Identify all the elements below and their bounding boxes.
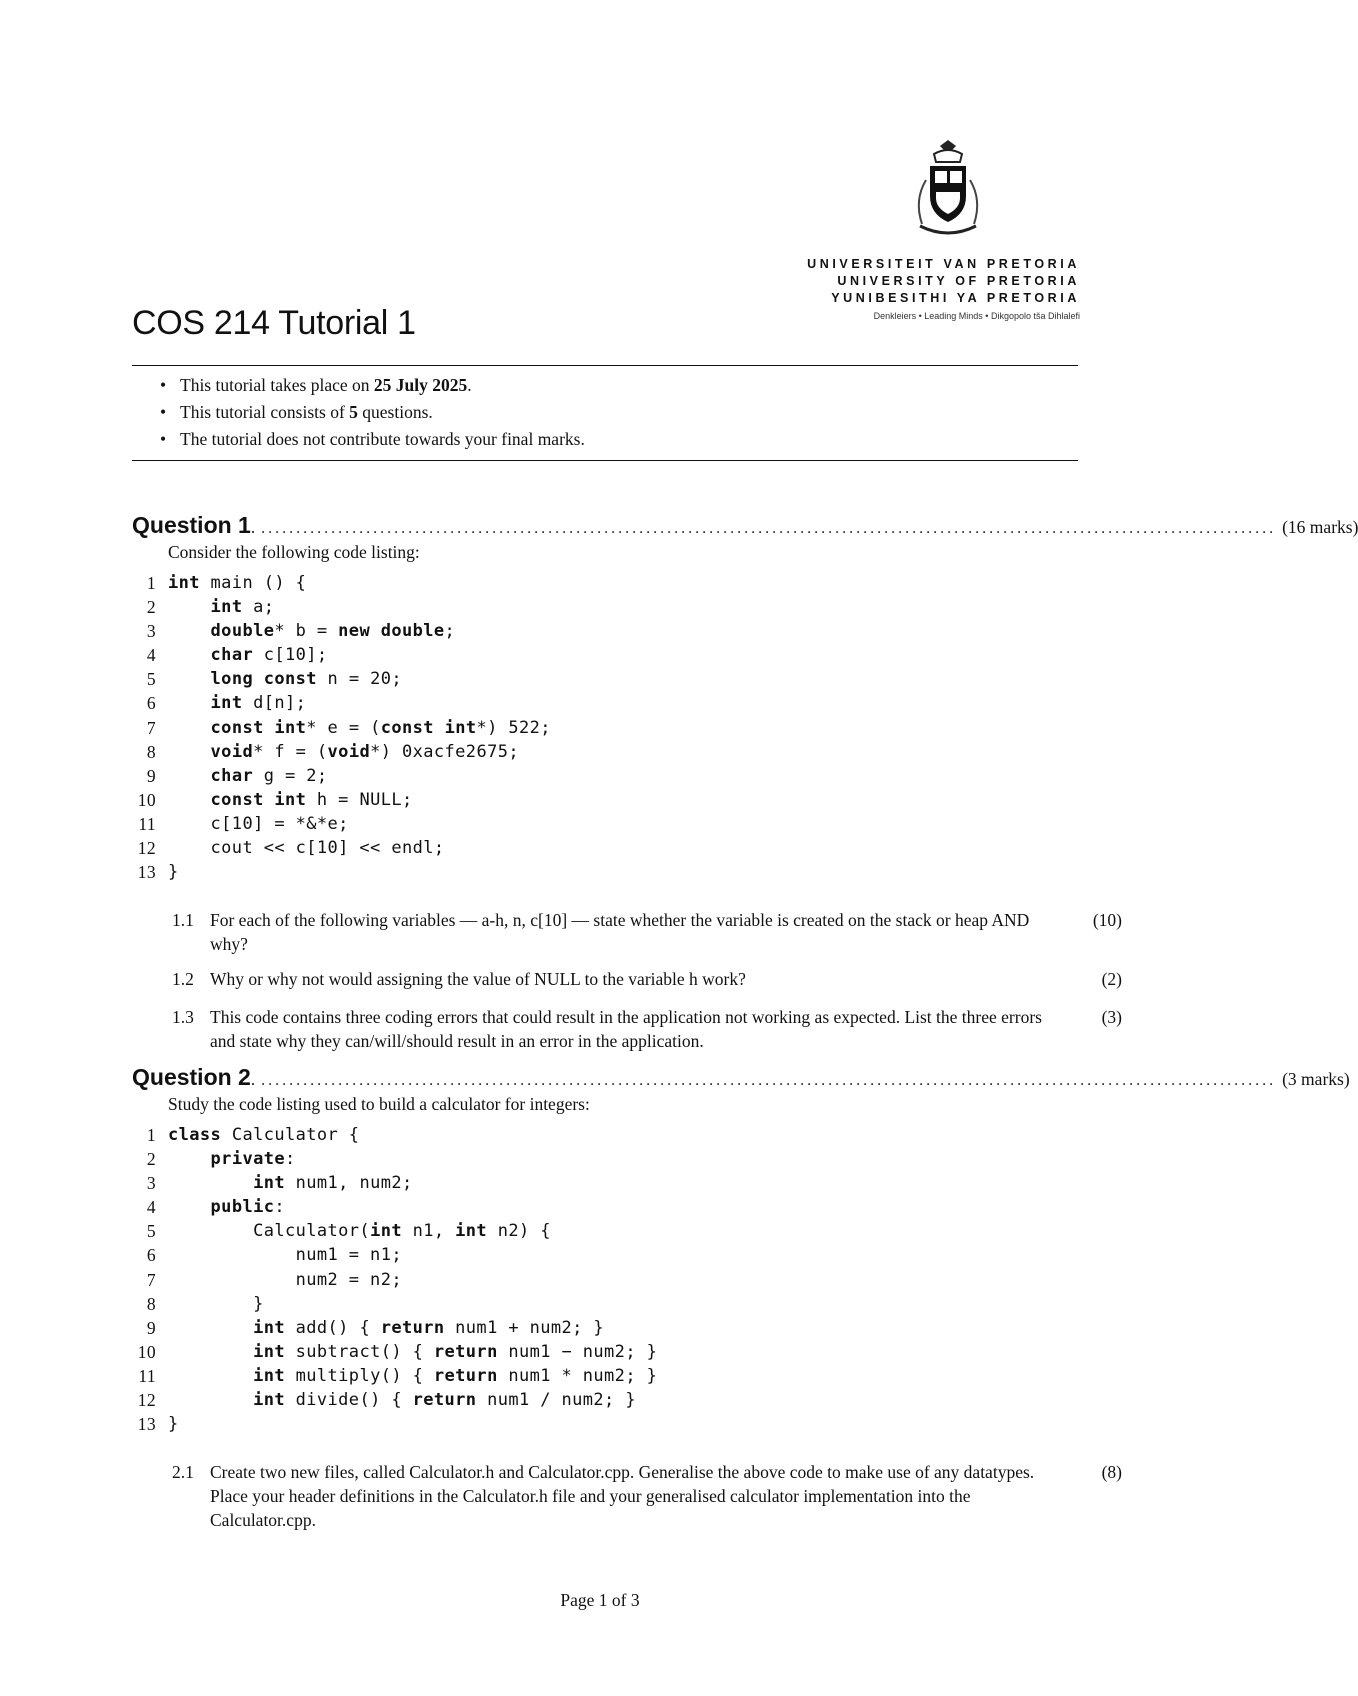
question-1-label: Question 1.	[132, 512, 256, 538]
code-keyword: int	[455, 1221, 488, 1242]
code-line: 9 char g = 2;	[146, 765, 328, 786]
code-line: 8 void* f = (void*) 0xacfe2675;	[146, 741, 519, 762]
university-name-block	[780, 256, 1080, 325]
question-1-marks: (16 marks)	[1282, 517, 1358, 537]
code-keyword: int	[168, 573, 200, 593]
code-keyword: const	[263, 669, 317, 690]
intro-list	[160, 372, 585, 453]
code-line: 1 int main () {	[146, 573, 307, 593]
intro-item: • This tutorial takes place on 25 July 2025.	[160, 372, 585, 399]
code-keyword: double	[380, 621, 445, 642]
code-line: 11 int multiply() { return num1 * num2; }	[138, 1365, 658, 1386]
code-keyword: int	[274, 789, 307, 810]
code-keyword: const	[210, 789, 264, 810]
code-keyword: int	[444, 717, 477, 738]
code-keyword: double	[210, 621, 275, 642]
code-line: 8 }	[146, 1293, 264, 1314]
top-rule	[132, 365, 1078, 366]
code-keyword: int	[253, 1173, 285, 1194]
code-line: 5 Calculator(int n1, int n2) {	[146, 1221, 551, 1242]
code-keyword: char	[210, 765, 254, 786]
code-line: 2 int a;	[146, 597, 275, 618]
dot-leader: .................................................................................................................................................	[261, 520, 1277, 537]
code-line: 12 int divide() { return num1 / num2; }	[137, 1390, 636, 1411]
code-keyword: return	[380, 1317, 445, 1338]
code-keyword: private	[210, 1149, 285, 1170]
bottom-rule	[132, 460, 1078, 461]
code-line: 2 private:	[146, 1149, 296, 1170]
code-keyword: const	[210, 717, 264, 738]
code-line: 13 }	[137, 1414, 179, 1435]
code-line: 3 int num1, num2;	[146, 1173, 413, 1194]
code-keyword: int	[370, 1221, 402, 1242]
bullet-icon: •	[160, 375, 167, 395]
code-keyword: public	[210, 1197, 275, 1218]
code-keyword: int	[253, 1390, 285, 1411]
page-title: COS 214 Tutorial 1	[132, 304, 416, 342]
code-line: 13 }	[137, 862, 179, 883]
intro-item: • This tutorial consists of 5 questions.	[160, 399, 585, 426]
subquestion-1-1: 1.1 For each of the following variables — a-h, n, c[10] — state whether the variable is created on the stack or heap AND why? (10)	[172, 910, 1122, 954]
code-line: 4 public:	[146, 1197, 285, 1218]
code-line: 12 cout << c[10] << endl;	[137, 838, 445, 859]
page-number: Page 1 of 3	[560, 1590, 640, 1610]
question-2-label: Question 2.	[132, 1064, 256, 1090]
university-name-sepedi: YUNIBESITHI YA PRETORIA	[831, 291, 1080, 305]
subquestion-1-3: 1.3 This code contains three coding errors that could result in the application not working as expected. List the three errors and state why they can/will/should result in an error in the application. (3)	[172, 1007, 1122, 1051]
code-keyword: int	[274, 717, 307, 738]
university-motto: Denkleiers • Leading Minds • Dikgopolo tša Dihlalefi	[873, 311, 1080, 321]
code-listing-q2	[132, 1123, 657, 1436]
bullet-icon: •	[160, 429, 167, 449]
code-line: 9 int add() { return num1 + num2; }	[146, 1317, 605, 1338]
bullet-icon: •	[160, 402, 167, 422]
code-keyword: int	[210, 597, 243, 618]
code-line: 6 int d[n];	[146, 693, 307, 714]
code-line: 10 int subtract() { return num1 − num2; }	[137, 1341, 658, 1362]
question-2-prompt: Study the code listing used to build a calculator for integers:	[168, 1094, 590, 1114]
dot-leader: .................................................................................................................................................	[261, 1072, 1277, 1089]
code-line: 3 double* b = new double;	[146, 621, 456, 642]
question-1-header	[132, 512, 1358, 539]
subquestion-2-1: 2.1 Create two new files, called Calculator.h and Calculator.cpp. Generalise the above code to make use of any datatypes. Place your header definitions in the Calculator.h file and your generalised calculator implementation into the Calculator.cpp. (8)	[172, 1462, 1122, 1530]
code-keyword: void	[327, 741, 371, 762]
code-keyword: int	[210, 693, 243, 714]
code-line: 7 const int* e = (const int*) 522;	[146, 717, 551, 738]
university-name-english: UNIVERSITY OF PRETORIA	[837, 274, 1080, 288]
code-line: 11 c[10] = *&*e;	[138, 813, 349, 834]
code-line: 10 const int h = NULL;	[137, 789, 413, 810]
code-line: 7 num2 = n2;	[146, 1269, 402, 1290]
university-logo	[780, 140, 1080, 340]
question-2-marks: (3 marks)	[1282, 1069, 1350, 1089]
code-keyword: return	[433, 1365, 498, 1386]
code-line: 1 class Calculator {	[146, 1125, 360, 1145]
university-name-afrikaans: UNIVERSITEIT VAN PRETORIA	[807, 257, 1080, 271]
code-keyword: return	[412, 1390, 477, 1411]
code-keyword: void	[210, 741, 254, 762]
question-2-header	[132, 1064, 1350, 1091]
code-line: 5 long const n = 20;	[146, 669, 403, 690]
code-keyword: new	[338, 621, 371, 642]
intro-item: • The tutorial does not contribute towards your final marks.	[160, 426, 585, 453]
code-keyword: const	[380, 717, 434, 738]
code-keyword: char	[210, 645, 254, 666]
code-line: 4 char c[10];	[146, 645, 328, 666]
code-line: 6 num1 = n1;	[146, 1245, 402, 1266]
code-keyword: return	[433, 1341, 498, 1362]
code-keyword: int	[253, 1341, 285, 1362]
code-keyword: class	[168, 1125, 222, 1145]
code-keyword: long	[210, 669, 254, 690]
question-1-prompt: Consider the following code listing:	[168, 542, 420, 562]
code-listing-q1	[132, 571, 551, 884]
code-keyword: int	[253, 1317, 285, 1338]
university-crest-icon	[900, 140, 996, 248]
code-keyword: int	[253, 1365, 285, 1386]
subquestion-1-2: 1.2 Why or why not would assigning the value of NULL to the variable h work? (2)	[172, 969, 1122, 989]
